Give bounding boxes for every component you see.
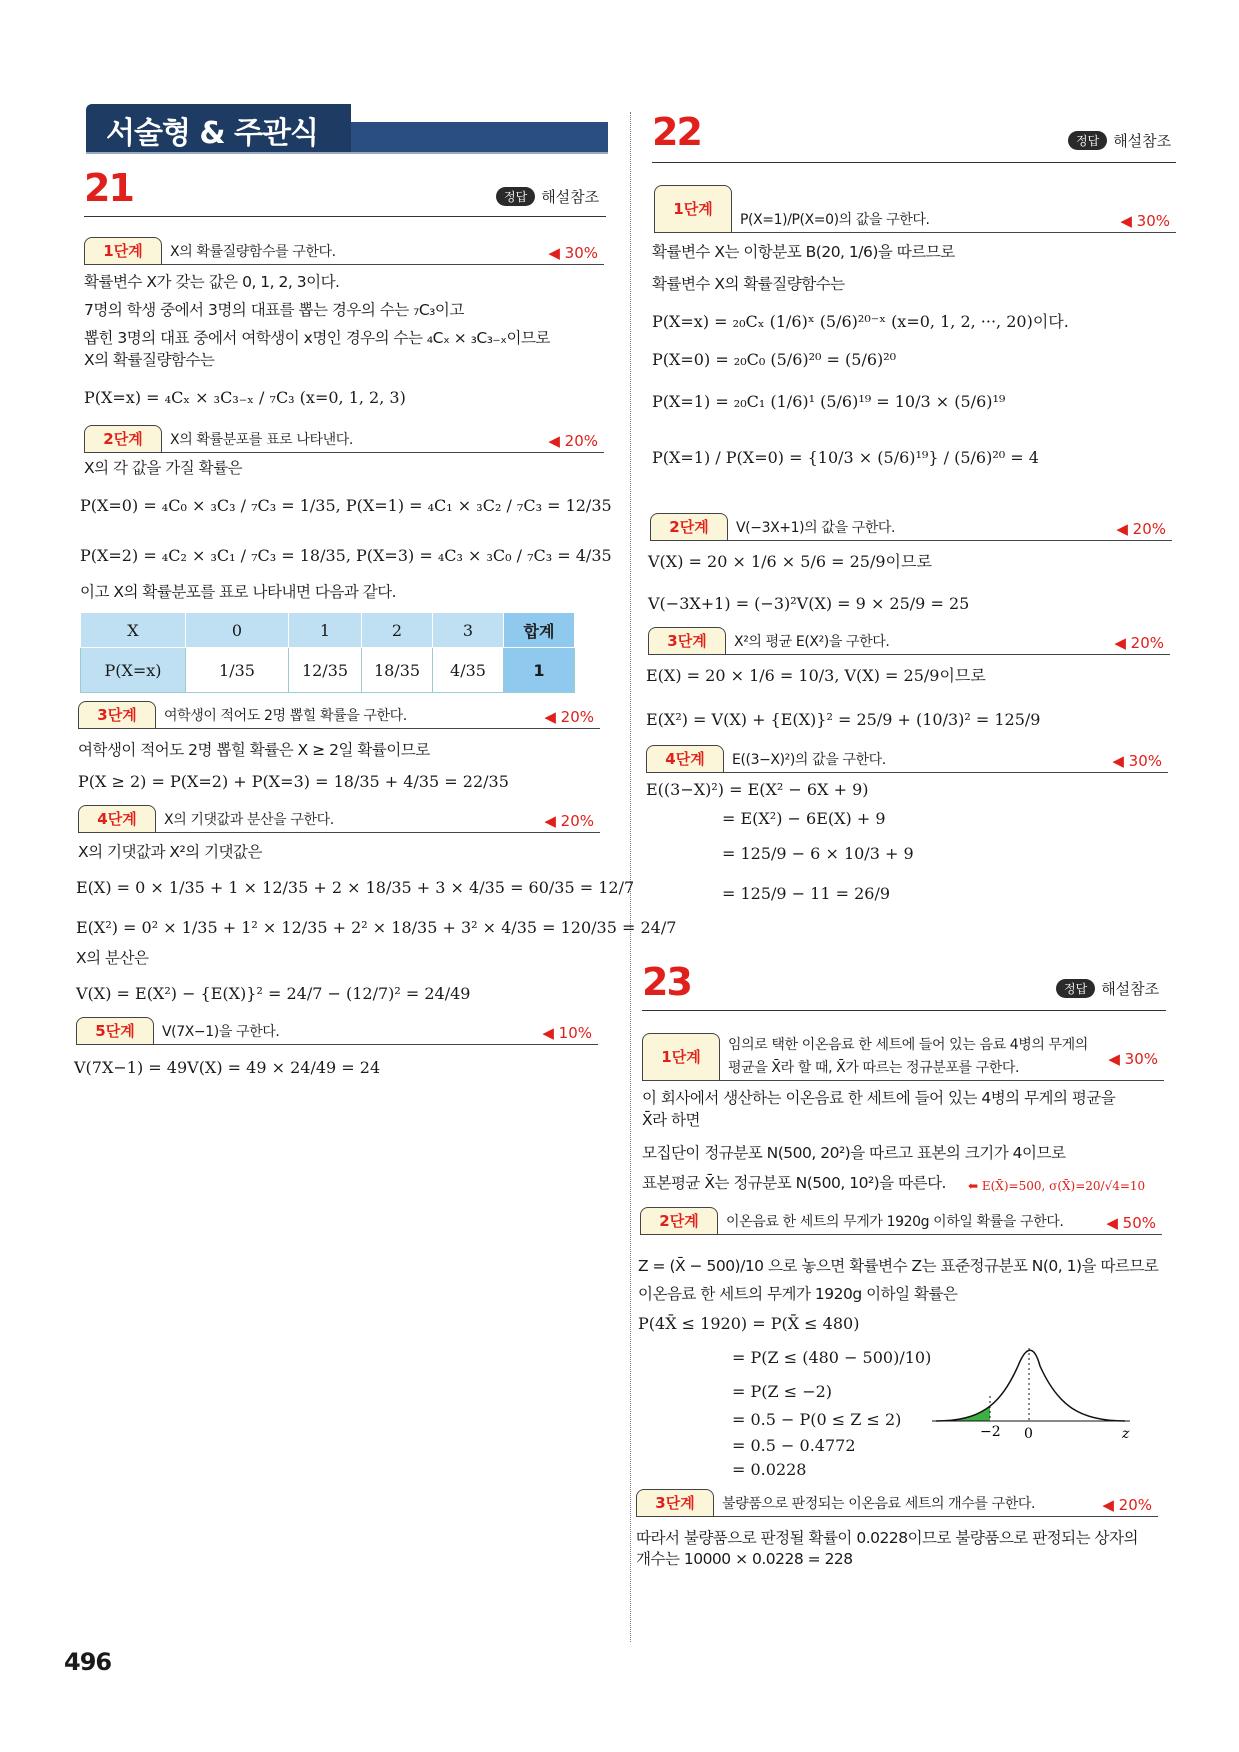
- text-line: 확률변수 X는 이항분포 B(20, 1/6)을 따르므로: [652, 243, 955, 261]
- step-1: [654, 200, 1176, 233]
- formula-line: = E(X²) − 6E(X) + 9: [722, 809, 886, 828]
- step-text: 임의로 택한 이온음료 한 세트에 들어 있는 음료 4병의 무게의: [728, 1037, 1088, 1053]
- formula-line: = 125/9 − 6 × 10/3 + 9: [722, 844, 914, 863]
- step-text: 불량품으로 판정되는 이온음료 세트의 개수를 구한다.: [722, 1496, 1036, 1512]
- step-text-2: 평균을 X̄라 할 때, X̄가 따르는 정규분포를 구한다.: [728, 1060, 1020, 1076]
- step-text: P(X=1)/P(X=0)의 값을 구한다.: [740, 212, 930, 228]
- axis-label: z: [1122, 1426, 1130, 1442]
- step-percent: ◀ 20%: [544, 812, 594, 830]
- text-line: 표본평균 X̄는 정규분포 N(500, 10²)을 따른다.: [642, 1174, 946, 1192]
- step-percent: ◀ 10%: [542, 1024, 592, 1042]
- text-line: 이온음료 한 세트의 무게가 1920g 이하일 확률은: [638, 1285, 958, 1303]
- text-line: X의 각 값을 가질 확률은: [84, 459, 243, 477]
- page-number: 496: [64, 1648, 112, 1676]
- step-text: X의 확률질량함수를 구한다.: [170, 244, 336, 260]
- step-text: X의 확률분포를 표로 나타낸다.: [170, 432, 353, 448]
- step-label: 5단계: [76, 1017, 154, 1044]
- formula-line: E(X²) = 0² × 1/35 + 1² × 12/35 + 2² × 18/35 + 3² × 4/35 = 120/35 = 24/7: [76, 918, 677, 937]
- problem-number-21: 21: [84, 166, 133, 210]
- step-4: [646, 744, 1168, 773]
- table-cell: P(X=x): [81, 648, 186, 693]
- title-rule: [652, 162, 1176, 163]
- title-rule: [84, 216, 606, 217]
- probability-table: [80, 612, 575, 693]
- formula-line: P(X=1) / P(X=0) = {10/3 × (5/6)¹⁹} / (5/6)²⁰ = 4: [652, 448, 1039, 467]
- step-label: 3단계: [636, 1489, 714, 1516]
- column-divider: [630, 112, 631, 1642]
- text-line: 개수는 10000 × 0.0228 = 228: [636, 1550, 853, 1568]
- step-2: [640, 1206, 1162, 1235]
- formula-line: V(−3X+1) = (−3)²V(X) = 9 × 25/9 = 25: [648, 594, 970, 613]
- formula-line: = 0.0228: [732, 1460, 807, 1479]
- step-text: 이온음료 한 세트의 무게가 1920g 이하일 확률을 구한다.: [726, 1214, 1064, 1230]
- formula-line: V(7X−1) = 49V(X) = 49 × 24/49 = 24: [74, 1058, 381, 1077]
- answer-reference: [496, 186, 599, 207]
- step-percent: ◀ 30%: [1108, 1050, 1158, 1068]
- text-line: X의 확률질량함수는: [84, 351, 215, 369]
- table-row: [81, 648, 575, 693]
- formula-line: P(X=0) = ₂₀C₀ (5/6)²⁰ = (5/6)²⁰: [652, 350, 897, 369]
- step-label: 2단계: [84, 425, 162, 452]
- formula-line: P(4X̄ ≤ 1920) = P(X̄ ≤ 480): [638, 1314, 860, 1333]
- step-label: 3단계: [78, 701, 156, 728]
- step-label: 3단계: [648, 627, 726, 654]
- text-line: 따라서 불량품으로 판정될 확률이 0.0228이므로 불량품으로 판정되는 상자의: [636, 1529, 1138, 1547]
- problem-number-22: 22: [652, 110, 701, 154]
- formula-line: P(X=x) = ₄Cₓ × ₃C₃₋ₓ / ₇C₃ (x=0, 1, 2, 3): [84, 388, 406, 407]
- text-line: 모집단이 정규분포 N(500, 20²)을 따르고 표본의 크기가 4이므로: [642, 1144, 1066, 1162]
- table-cell: 3: [433, 613, 504, 648]
- table-cell: 2: [362, 613, 433, 648]
- answer-pill: 정답: [1056, 979, 1095, 998]
- formula-line: = 0.5 − 0.4772: [732, 1436, 856, 1455]
- formula-line: = P(Z ≤ (480 − 500)/10): [732, 1348, 932, 1367]
- answer-ref-text: 해설참조: [541, 188, 600, 206]
- formula-line: E(X²) = V(X) + {E(X)}² = 25/9 + (10/3)² = 125/9: [646, 710, 1041, 729]
- step-3: [78, 700, 600, 729]
- table-cell: 1/35: [186, 648, 289, 693]
- formula-line: V(X) = E(X²) − {E(X)}² = 24/7 − (12/7)² = 24/49: [76, 984, 471, 1003]
- text-line: 이고 X의 확률분포를 표로 나타내면 다음과 같다.: [80, 583, 397, 601]
- text-line: X̄라 하면: [642, 1111, 700, 1129]
- answer-pill: 정답: [1068, 131, 1107, 150]
- section-banner: [86, 104, 608, 156]
- answer-reference: [1056, 978, 1159, 999]
- step-1: [84, 236, 604, 265]
- formula-line: = P(Z ≤ −2): [732, 1382, 833, 1401]
- problem-number-23: 23: [642, 960, 691, 1004]
- title-rule: [642, 1010, 1166, 1011]
- text-line: 이 회사에서 생산하는 이온음료 한 세트에 들어 있는 4병의 무게의 평균을: [642, 1089, 1116, 1107]
- step-percent: ◀ 20%: [1102, 1496, 1152, 1514]
- formula-line: E(X) = 0 × 1/35 + 1 × 12/35 + 2 × 18/35 + 3 × 4/35 = 60/35 = 12/7: [76, 878, 635, 897]
- step-percent: ◀ 50%: [1106, 1214, 1156, 1232]
- step-3: [648, 626, 1170, 655]
- formula-line: V(X) = 20 × 1/6 × 5/6 = 25/9이므로: [648, 552, 932, 571]
- formula-line: P(X=0) = ₄C₀ × ₃C₃ / ₇C₃ = 1/35, P(X=1) = ₄C₁ × ₃C₂ / ₇C₃ = 12/35: [80, 496, 612, 515]
- step-label: 1단계: [654, 185, 732, 232]
- formula-line: E((3−X)²) = E(X² − 6X + 9): [646, 780, 869, 799]
- side-note: ⬅ E(X̄)=500, σ(X̄)=20/√4=10: [968, 1179, 1146, 1193]
- step-text: E((3−X)²)의 값을 구한다.: [732, 752, 886, 768]
- table-cell: 1: [289, 613, 362, 648]
- step-percent: ◀ 20%: [544, 708, 594, 726]
- step-2: [84, 424, 604, 453]
- table-cell: 1: [504, 648, 575, 693]
- formula-line: P(X ≥ 2) = P(X=2) + P(X=3) = 18/35 + 4/35 = 22/35: [78, 772, 509, 791]
- tick-label: 0: [1024, 1426, 1033, 1442]
- table-header-row: [81, 613, 575, 648]
- formula-line: = 0.5 − P(0 ≤ Z ≤ 2): [732, 1410, 902, 1429]
- table-cell: 4/35: [433, 648, 504, 693]
- answer-pill: 정답: [496, 187, 535, 206]
- step-2: [650, 512, 1172, 541]
- formula-line: = 125/9 − 11 = 26/9: [722, 884, 891, 903]
- text-line: Z = (X̄ − 500)/10 으로 놓으면 확률변수 Z는 표준정규분포 N(0, 1)을 따르므로: [638, 1257, 1159, 1275]
- table-cell: 0: [186, 613, 289, 648]
- step-text: X의 기댓값과 분산을 구한다.: [164, 812, 334, 828]
- text-line: 7명의 학생 중에서 3명의 대표를 뽑는 경우의 수는 ₇C₃이고: [84, 301, 464, 319]
- answer-reference: [1068, 130, 1171, 151]
- formula-line: P(X=x) = ₂₀Cₓ (1/6)ˣ (5/6)²⁰⁻ˣ (x=0, 1, 2, ···, 20)이다.: [652, 312, 1069, 331]
- text-line: X의 기댓값과 X²의 기댓값은: [78, 843, 262, 861]
- step-label: 2단계: [640, 1207, 718, 1234]
- answer-ref-text: 해설참조: [1101, 980, 1160, 998]
- table-cell: 합계: [504, 613, 575, 648]
- text-line: 여학생이 적어도 2명 뽑힐 확률은 X ≥ 2일 확률이므로: [78, 741, 430, 759]
- step-label: 1단계: [642, 1033, 720, 1080]
- step-text: 여학생이 적어도 2명 뽑힐 확률을 구한다.: [164, 708, 407, 724]
- answer-ref-text: 해설참조: [1113, 132, 1172, 150]
- step-percent: ◀ 20%: [1116, 520, 1166, 538]
- normal-curve-graph: [930, 1336, 1135, 1448]
- step-text: V(7X−1)을 구한다.: [162, 1024, 280, 1040]
- step-percent: ◀ 20%: [1114, 634, 1164, 652]
- formula-line: P(X=1) = ₂₀C₁ (1/6)¹ (5/6)¹⁹ = 10/3 × (5/6)¹⁹: [652, 392, 1006, 411]
- bell-curve: [936, 1350, 1125, 1421]
- text-line: 확률변수 X가 갖는 값은 0, 1, 2, 3이다.: [84, 273, 340, 291]
- table-cell: 18/35: [362, 648, 433, 693]
- step-text: V(−3X+1)의 값을 구한다.: [736, 520, 896, 536]
- step-percent: ◀ 20%: [548, 432, 598, 450]
- step-percent: ◀ 30%: [1112, 752, 1162, 770]
- step-label: 4단계: [646, 745, 724, 772]
- tick-label: −2: [980, 1424, 1001, 1440]
- text-line: 뽑힌 3명의 대표 중에서 여학생이 x명인 경우의 수는 ₄Cₓ × ₃C₃₋ₓ이므로: [84, 329, 550, 347]
- text-line: X의 분산은: [76, 949, 149, 967]
- step-label: 2단계: [650, 513, 728, 540]
- step-1: [642, 1032, 1164, 1081]
- step-4: [78, 804, 600, 833]
- text-line: 확률변수 X의 확률질량함수는: [652, 275, 845, 293]
- table-cell: 12/35: [289, 648, 362, 693]
- banner-title: 서술형 & 주관식: [106, 116, 318, 151]
- step-label: 4단계: [78, 805, 156, 832]
- step-5: [76, 1016, 598, 1045]
- step-label: 1단계: [84, 237, 162, 264]
- step-text: X²의 평균 E(X²)을 구한다.: [734, 634, 890, 650]
- step-3: [636, 1488, 1158, 1517]
- formula-line: E(X) = 20 × 1/6 = 10/3, V(X) = 25/9이므로: [646, 666, 986, 685]
- table-cell: X: [81, 613, 186, 648]
- step-percent: ◀ 30%: [1120, 212, 1170, 230]
- formula-line: P(X=2) = ₄C₂ × ₃C₁ / ₇C₃ = 18/35, P(X=3) = ₄C₃ × ₃C₀ / ₇C₃ = 4/35: [80, 546, 612, 565]
- step-percent: ◀ 30%: [548, 244, 598, 262]
